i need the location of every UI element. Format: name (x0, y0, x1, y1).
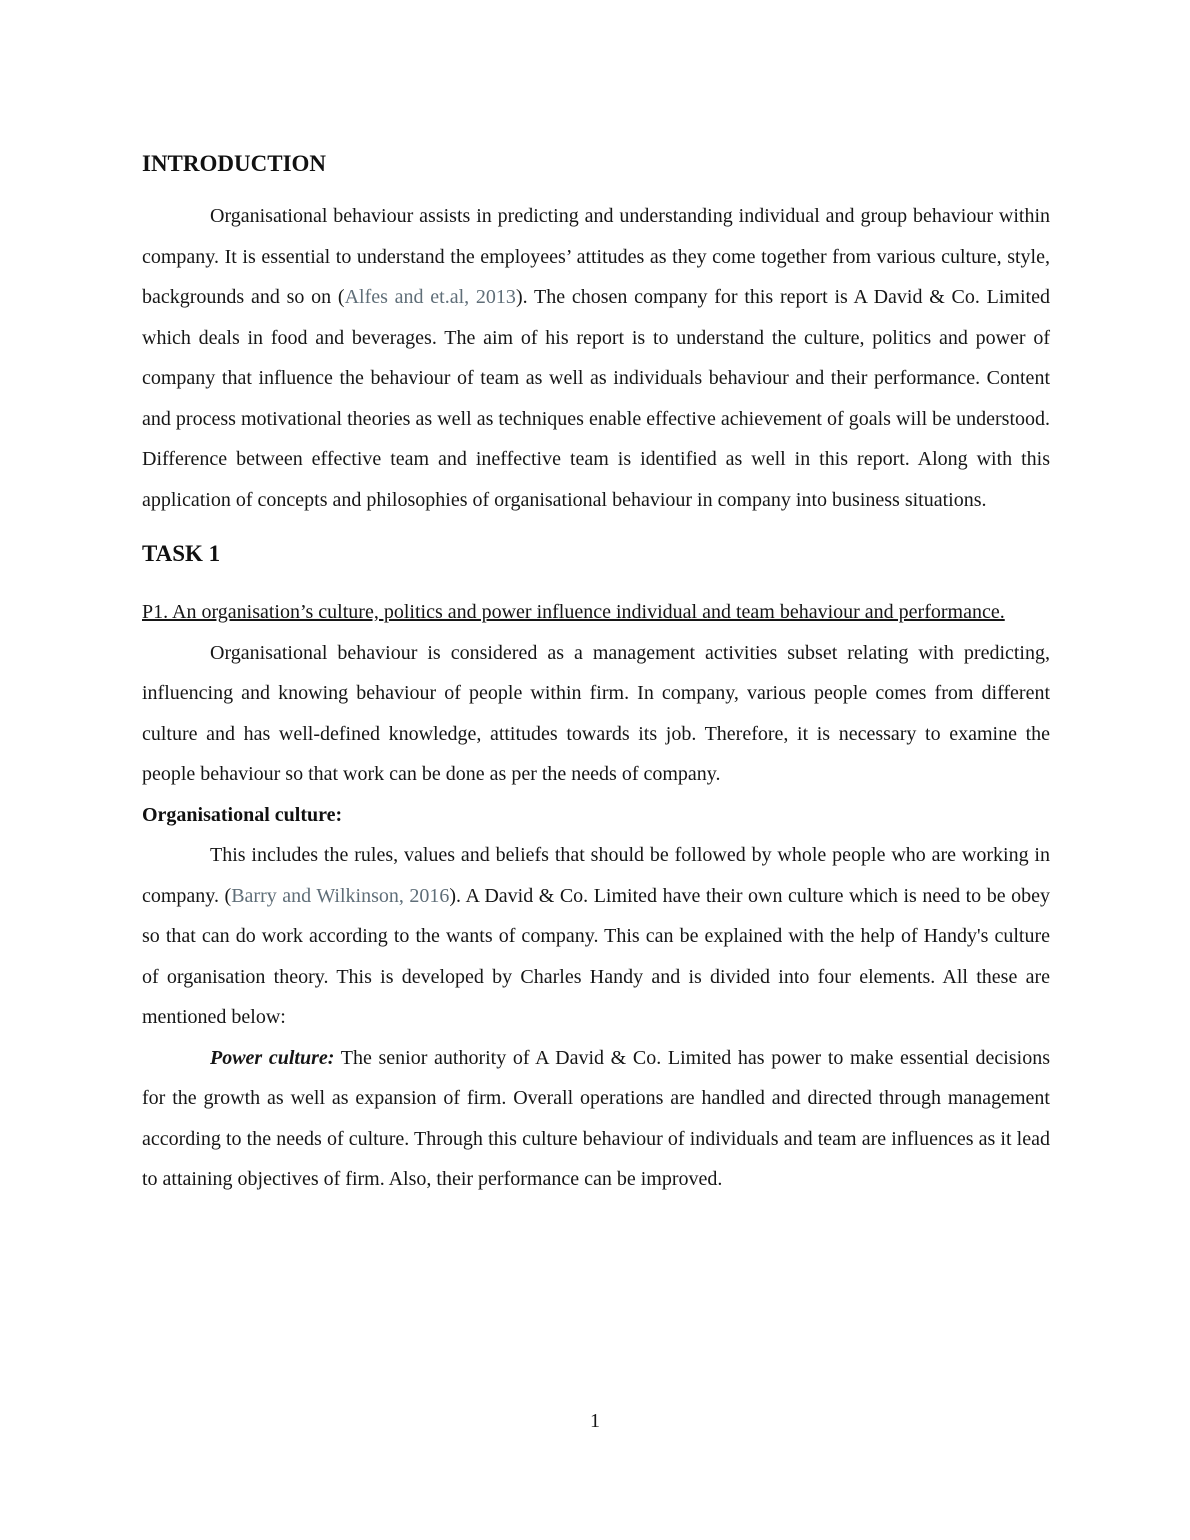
organisational-culture-paragraph (142, 835, 1050, 1038)
power-culture-text: The senior authority of A David & Co. Limited has power to make essential decisions for the growth as well as expansion of firm. Overall operations are handled and directed through management according to the needs of culture. Through this culture behaviour of individuals and team are influences as it lead to attaining objectives of firm. Also, their performance can be improved. (142, 1046, 1050, 1190)
organisational-culture-heading: Organisational culture: (142, 803, 343, 826)
task1-paragraph-1: Organisational behaviour is considered as a management activities subset relating with predicting, influencing and knowing behaviour of people within firm. In company, various people comes from different culture and has well-defined knowledge, attitudes towards its job. Therefore, it is necessary to examine the people behaviour so that work can be done as per the needs of company. (142, 641, 1050, 785)
introduction-text-before-citation: Organisational behaviour assists in predicting and understanding individual and group behaviour within company. It is essential to understand the employees’ attitudes as they come together from various culture, style, backgrounds and so on ( (142, 205, 1050, 308)
p1-section-heading-text: P1. An organisation’s culture, politics and power influence individual and team behaviour and performance. (142, 601, 1005, 623)
introduction-text-after-citation: ). The chosen company for this report is A David & Co. Limited which deals in food and beverages. The aim of his report is to understand the culture, politics and power of company that influence the behaviour of team as well as individuals behaviour and their performance. Content and process motivational theories as well as techniques enable effective achievement of goals will be understood. Difference between effective team and ineffective team is identified as well in this report. Along with this application of concepts and philosophies of organisational behaviour in company into business situations. (142, 286, 1050, 511)
power-culture-paragraph (142, 1038, 1050, 1200)
culture-text-before-citation: This includes the rules, values and beliefs that should be followed by whole people who are working in company. ( (142, 844, 1050, 907)
citation-alfes-2013: Alfes and et.al, 2013 (344, 286, 516, 308)
power-culture-label: Power culture: (210, 1046, 335, 1069)
page-number: 1 (590, 1410, 600, 1432)
p1-section-heading (142, 592, 1050, 633)
introduction-paragraph (142, 196, 1050, 520)
culture-text-after-citation: ). A David & Co. Limited have their own culture which is need to be obey so that can do work according to the wants of company. This can be explained with the help of Handy's culture of organisation theory. This is developed by Charles Handy and is divided into four elements. All these are mentioned below: (142, 884, 1050, 1028)
citation-barry-wilkinson-2016: Barry and Wilkinson, 2016 (231, 884, 450, 907)
task1-heading: TASK 1 (142, 541, 221, 566)
introduction-heading: INTRODUCTION (142, 151, 327, 176)
